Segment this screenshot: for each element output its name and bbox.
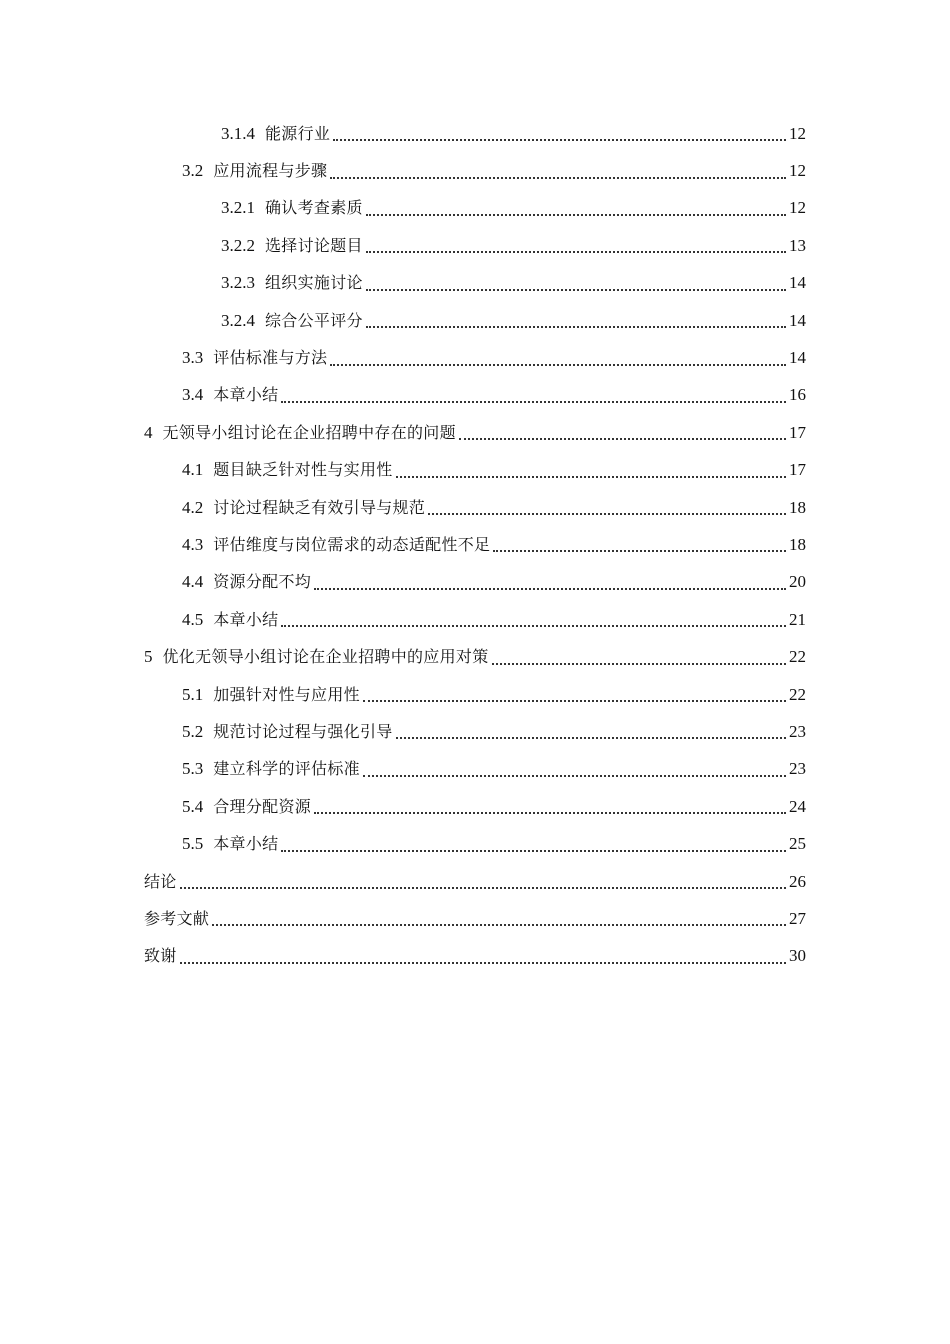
- toc-entry-chapter-5[interactable]: [0, 638, 950, 675]
- toc-entry-title: 资源分配不均: [213, 572, 312, 592]
- toc-entry-3-2-1[interactable]: [0, 190, 950, 227]
- toc-entry-number: 5.2: [182, 721, 204, 741]
- toc-entry-title: 确认考查素质: [265, 198, 363, 218]
- toc-entry-3-2-4[interactable]: [0, 302, 950, 339]
- toc-entry-4-2[interactable]: [0, 489, 950, 526]
- toc-leader-dots: [428, 512, 786, 515]
- toc-entry-page: 17: [789, 460, 806, 480]
- toc-entry-5-3[interactable]: [0, 751, 950, 788]
- toc-entry-page: 27: [789, 908, 806, 928]
- toc-leader-dots: [281, 849, 786, 852]
- toc-entry-number: 3.2.1: [221, 198, 255, 218]
- toc-entry-title: 组织实施讨论: [265, 273, 363, 293]
- toc-leader-dots: [281, 400, 786, 403]
- toc-entry-5-2[interactable]: [0, 713, 950, 750]
- toc-entry-4-3[interactable]: [0, 526, 950, 563]
- toc-entry-references[interactable]: [0, 900, 950, 937]
- toc-leader-dots: [314, 811, 786, 814]
- toc-entry-page: 12: [789, 161, 806, 181]
- toc-entry-number: 5.5: [182, 834, 204, 854]
- toc-entry-5-5[interactable]: [0, 825, 950, 862]
- toc-entry-4-4[interactable]: [0, 564, 950, 601]
- toc-leader-dots: [363, 774, 786, 777]
- toc-leader-dots: [366, 288, 786, 291]
- toc-entry-number: 5.1: [182, 684, 204, 704]
- toc-entry-page: 24: [789, 796, 806, 816]
- toc-entry-number: 4.5: [182, 609, 204, 629]
- toc-leader-dots: [366, 250, 786, 253]
- toc-entry-3-2-2[interactable]: [0, 227, 950, 264]
- toc-entry-5-4[interactable]: [0, 788, 950, 825]
- toc-entry-page: 14: [789, 310, 806, 330]
- toc-entry-page: 25: [789, 834, 806, 854]
- toc-entry-title: 本章小结: [213, 609, 279, 629]
- toc-entry-page: 26: [789, 871, 806, 891]
- toc-leader-dots: [314, 587, 786, 590]
- toc-entry-number: 4.4: [182, 572, 204, 592]
- toc-entry-page: 13: [789, 235, 806, 255]
- toc-entry-page: 23: [789, 759, 806, 779]
- toc-leader-dots: [212, 923, 786, 926]
- toc-entry-page: 12: [789, 198, 806, 218]
- toc-entry-title: 无领导小组讨论在企业招聘中存在的问题: [162, 422, 456, 442]
- toc-entry-4-1[interactable]: [0, 452, 950, 489]
- toc-entry-title: 合理分配资源: [213, 796, 312, 816]
- toc-entry-page: 22: [789, 684, 806, 704]
- toc-leader-dots: [363, 699, 786, 702]
- toc-entry-page: 22: [789, 647, 806, 667]
- toc-entry-page: 20: [789, 572, 806, 592]
- toc-entry-title: 本章小结: [213, 834, 279, 854]
- toc-entry-page: 14: [789, 273, 806, 293]
- toc-entry-number: 3.2: [182, 161, 204, 181]
- toc-entry-title: 综合公平评分: [265, 310, 363, 330]
- toc-leader-dots: [330, 176, 786, 179]
- toc-leader-dots: [366, 325, 786, 328]
- toc-entry-title: 评估维度与岗位需求的动态适配性不足: [213, 534, 491, 554]
- toc-entry-title: 本章小结: [213, 385, 279, 405]
- toc-entry-acknowledgements[interactable]: [0, 938, 950, 975]
- toc-leader-dots: [180, 961, 786, 964]
- toc-entry-number: 3.2.3: [221, 273, 255, 293]
- toc-entry-title: 讨论过程缺乏有效引导与规范: [213, 497, 426, 517]
- toc-entry-number: 5: [144, 647, 153, 667]
- toc-entry-3-4[interactable]: [0, 377, 950, 414]
- toc-entry-title: 结论: [144, 871, 177, 891]
- toc-entry-number: 4: [144, 422, 153, 442]
- toc-leader-dots: [493, 549, 786, 552]
- toc-leader-dots: [396, 736, 786, 739]
- toc-leader-dots: [281, 624, 786, 627]
- toc-entry-number: 3.2.4: [221, 310, 255, 330]
- toc-entry-title: 参考文献: [144, 908, 210, 928]
- toc-entry-number: 4.1: [182, 460, 204, 480]
- toc-entry-chapter-4[interactable]: [0, 414, 950, 451]
- toc-leader-dots: [396, 475, 786, 478]
- toc-entry-page: 16: [789, 385, 806, 405]
- toc-entry-title: 选择讨论题目: [265, 235, 363, 255]
- toc-leader-dots: [180, 886, 786, 889]
- toc-entry-page: 14: [789, 348, 806, 368]
- toc-entry-title: 建立科学的评估标准: [213, 759, 360, 779]
- toc-entry-conclusion[interactable]: [0, 863, 950, 900]
- toc-entry-number: 3.4: [182, 385, 204, 405]
- table-of-contents: [0, 115, 950, 975]
- toc-entry-number: 4.3: [182, 534, 204, 554]
- toc-entry-number: 5.4: [182, 796, 204, 816]
- toc-entry-page: 18: [789, 534, 806, 554]
- toc-entry-page: 17: [789, 422, 806, 442]
- toc-leader-dots: [330, 363, 786, 366]
- toc-leader-dots: [459, 437, 786, 440]
- toc-entry-title: 加强针对性与应用性: [213, 684, 360, 704]
- toc-entry-page: 30: [789, 946, 806, 966]
- toc-entry-number: 3.2.2: [221, 235, 255, 255]
- toc-entry-3-3[interactable]: [0, 339, 950, 376]
- toc-entry-title: 题目缺乏针对性与实用性: [213, 460, 393, 480]
- toc-entry-title: 能源行业: [265, 123, 331, 143]
- toc-entry-4-5[interactable]: [0, 601, 950, 638]
- toc-entry-number: 5.3: [182, 759, 204, 779]
- toc-entry-number: 3.1.4: [221, 123, 255, 143]
- toc-entry-page: 12: [789, 123, 806, 143]
- toc-entry-number: 4.2: [182, 497, 204, 517]
- toc-leader-dots: [366, 213, 786, 216]
- toc-entry-3-2[interactable]: [0, 152, 950, 189]
- toc-entry-title: 优化无领导小组讨论在企业招聘中的应用对策: [162, 647, 489, 667]
- toc-entry-number: 3.3: [182, 348, 204, 368]
- toc-entry-page: 21: [789, 609, 806, 629]
- toc-entry-page: 18: [789, 497, 806, 517]
- toc-leader-dots: [492, 662, 786, 665]
- toc-entry-page: 23: [789, 721, 806, 741]
- toc-entry-title: 致谢: [144, 946, 177, 966]
- toc-entry-title: 应用流程与步骤: [213, 161, 328, 181]
- toc-entry-title: 评估标准与方法: [213, 348, 328, 368]
- toc-leader-dots: [333, 138, 786, 141]
- toc-entry-3-1-4[interactable]: [0, 115, 950, 152]
- toc-entry-5-1[interactable]: [0, 676, 950, 713]
- toc-entry-3-2-3[interactable]: [0, 265, 950, 302]
- toc-entry-title: 规范讨论过程与强化引导: [213, 721, 393, 741]
